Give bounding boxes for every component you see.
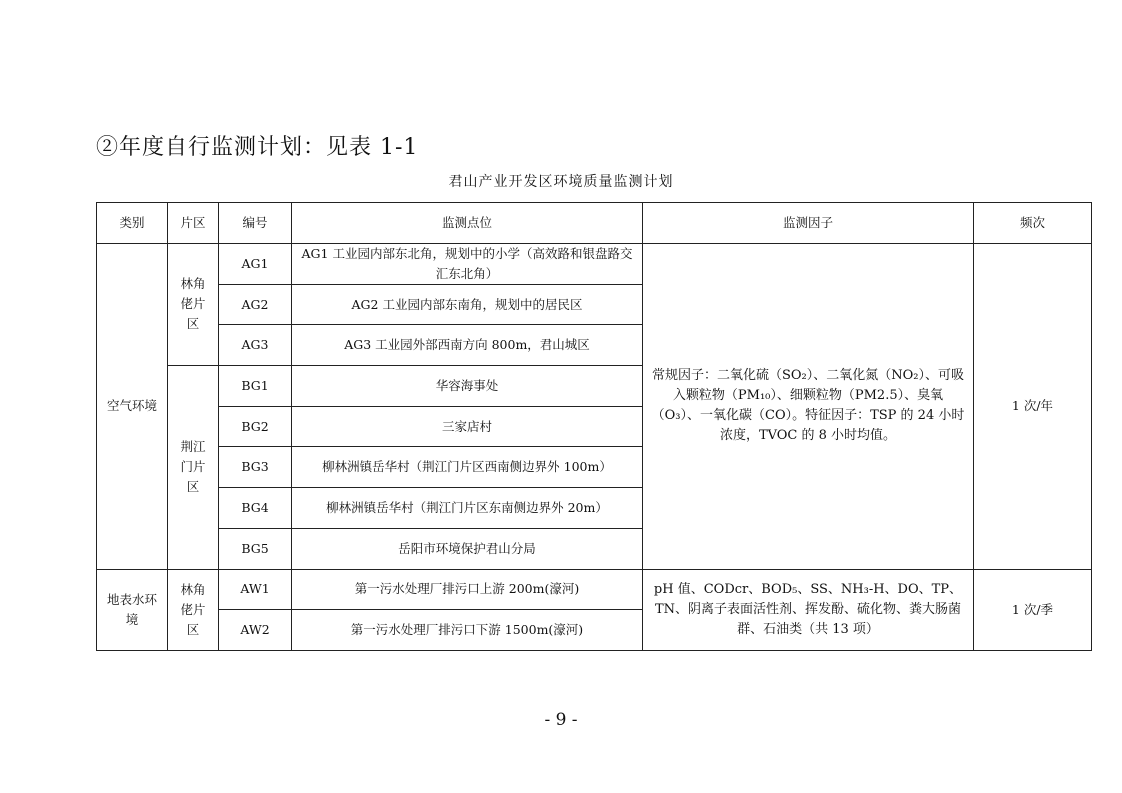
header-cell: 编号 (219, 203, 292, 244)
site-cell: 第一污水处理厂排污口上游 200m(濠河) (292, 569, 643, 610)
code-cell: BG1 (219, 366, 292, 407)
code-cell: BG2 (219, 406, 292, 447)
table-header-row (97, 203, 1092, 244)
code-cell: AG2 (219, 284, 292, 325)
header-cell: 类别 (97, 203, 168, 244)
zone-cell: 林角佬片区 (168, 243, 219, 365)
site-cell: AG1 工业园内部东北角，规划中的小学（高效路和银盘路交汇东北角） (292, 243, 643, 284)
code-cell: AW2 (219, 610, 292, 651)
code-cell: BG3 (219, 447, 292, 488)
header-cell: 监测点位 (292, 203, 643, 244)
site-cell: 三家店村 (292, 406, 643, 447)
code-cell: AG1 (219, 243, 292, 284)
frequency-cell: 1 次/年 (974, 243, 1092, 569)
site-cell: 柳林洲镇岳华村（荆江门片区西南侧边界外 100m） (292, 447, 643, 488)
site-cell: AG2 工业园内部东南角，规划中的居民区 (292, 284, 643, 325)
zone-cell: 林角佬片区 (168, 569, 219, 650)
factors-cell: pH 值、CODcr、BOD₅、SS、NH₃-H、DO、TP、TN、阴离子表面活性剂、挥发酚、硫化物、粪大肠菌群、石油类（共 13 项） (643, 569, 974, 650)
category-cell: 空气环境 (97, 243, 168, 569)
category-cell: 地表水环境 (97, 569, 168, 650)
zone-cell: 荆江门片区 (168, 366, 219, 569)
header-cell: 监测因子 (643, 203, 974, 244)
factors-cell: 常规因子：二氧化硫（SO₂）、二氧化氮（NO₂）、可吸入颗粒物（PM₁₀）、细颗粒物（PM2.5）、臭氧（O₃）、一氧化碳（CO）。特征因子：TSP 的 24 小时浓度，TVOC 的 8 小时均值。 (643, 243, 974, 569)
site-cell: 柳林洲镇岳华村（荆江门片区东南侧边界外 20m） (292, 488, 643, 529)
monitoring-plan-table (96, 202, 1092, 651)
code-cell: AW1 (219, 569, 292, 610)
section-heading: ②年度自行监测计划：见表 1-1 (96, 135, 419, 160)
code-cell: BG4 (219, 488, 292, 529)
table-caption: 君山产业开发区环境质量监测计划 (448, 174, 674, 190)
code-cell: BG5 (219, 528, 292, 569)
page-number: - 9 - (544, 710, 578, 730)
table-row (97, 243, 1092, 284)
site-cell: AG3 工业园外部西南方向 800m，君山城区 (292, 325, 643, 366)
site-cell: 岳阳市环境保护君山分局 (292, 528, 643, 569)
table-row (97, 569, 1092, 610)
code-cell: AG3 (219, 325, 292, 366)
frequency-cell: 1 次/季 (974, 569, 1092, 650)
header-cell: 片区 (168, 203, 219, 244)
site-cell: 第一污水处理厂排污口下游 1500m(濠河) (292, 610, 643, 651)
header-cell: 频次 (974, 203, 1092, 244)
site-cell: 华容海事处 (292, 366, 643, 407)
